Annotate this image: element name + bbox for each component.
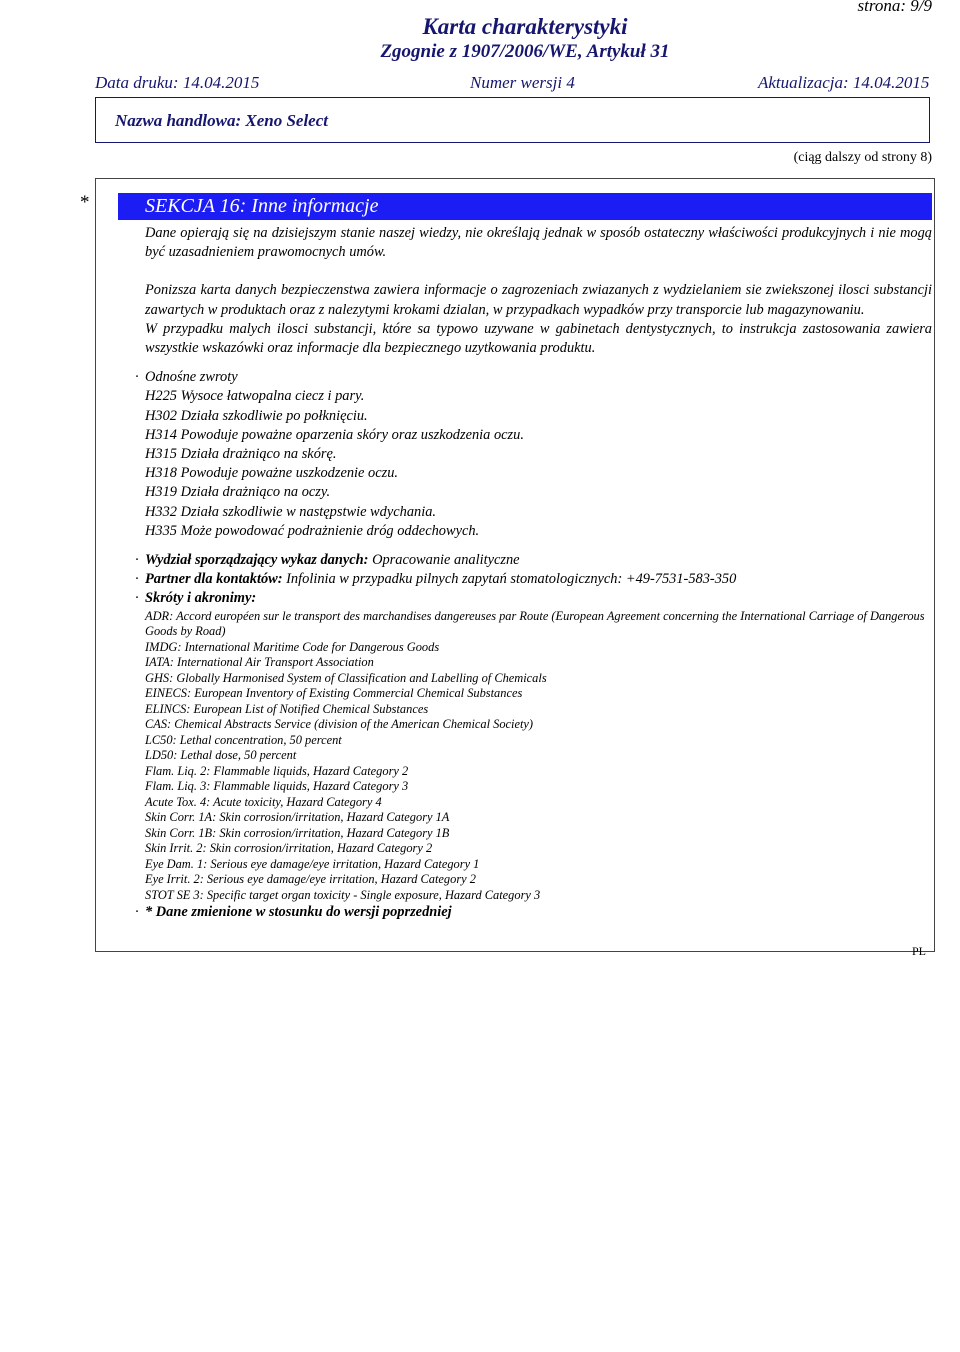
acronym-item: Flam. Liq. 3: Flammable liquids, Hazard Category 3 (145, 779, 409, 794)
section-content (145, 224, 932, 922)
acronym-item: Acute Tox. 4: Acute toxicity, Hazard Category 4 (145, 794, 382, 809)
phrases-heading: · Odnośne zwroty (145, 368, 932, 387)
acronym-item: Skin Corr. 1A: Skin corrosion/irritation, Hazard Category 1A (145, 810, 450, 825)
language-code: PL (912, 944, 927, 958)
document-subtitle: Zgognie z 1907/2006/WE, Artykuł 31 (380, 41, 670, 62)
department-value: Opracowanie analityczne (372, 552, 520, 569)
print-date: Data druku: 14.04.2015 (95, 73, 260, 92)
hazard-phrase: H225 Wysoce łatwopalna ciecz i pary. (145, 388, 365, 405)
hazard-phrase: H315 Działa drażniąco na skórę. (145, 446, 337, 463)
acronym-item: GHS: Globally Harmonised System of Classification and Labelling of Chemicals (145, 670, 547, 685)
contact-line (145, 570, 932, 589)
document-title: Karta charakterystyki (422, 14, 628, 39)
change-marker: * (80, 192, 90, 213)
intro-paragraph: Dane opierają się na dzisiejszym stanie naszej wiedzy, nie określają jednak w sposób ostateczny właściwości produkcyjnych i nie mogą być uzasadnieniem prawomocnych umów. (145, 225, 932, 261)
hazard-phrase: H335 Może powodować podrażnienie dróg oddechowych. (145, 522, 480, 539)
info-paragraph-1: Ponizsza karta danych bezpieczenstwa zawiera informacje o zagrozeniach zwiazanych z wydzielaniem sie zwiekszonej ilosci substancji zawartych w produktach oraz z nalezytymi krokami dzialan, w przypadkach wypadków przy transporcie lub magazynowaniu. (145, 282, 932, 318)
hazard-phrase-list (145, 387, 932, 541)
update-date: Aktualizacja: 14.04.2015 (758, 73, 930, 92)
acronyms-heading: · Skróty i akronimy: (145, 589, 932, 608)
acronym-item: IATA: International Air Transport Association (145, 655, 374, 670)
acronym-item: LD50: Lethal dose, 50 percent (145, 748, 297, 763)
hazard-phrase: H302 Działa szkodliwie po połknięciu. (145, 407, 368, 424)
acronym-item: Eye Dam. 1: Serious eye damage/eye irritation, Hazard Category 1 (145, 856, 480, 871)
hazard-phrase: H314 Powoduje poważne oparzenia skóry oraz uszkodzenia oczu. (145, 426, 524, 443)
acronym-item: LC50: Lethal concentration, 50 percent (145, 732, 342, 747)
acronym-item: ADR: Accord européen sur le transport des marchandises dangereuses par Route (European Agreement concerning the International Carriage of Dangerous Goods by Road) (145, 608, 925, 639)
acronym-item: Flam. Liq. 2: Flammable liquids, Hazard Category 2 (145, 763, 409, 778)
section-title: SEKCJA 16: Inne informacje (145, 195, 379, 217)
acronym-item: IMDG: International Maritime Code for Dangerous Goods (145, 639, 440, 654)
changed-data-note: · * Dane zmienione w stosunku do wersji poprzedniej (145, 903, 932, 922)
info-paragraph-2: W przypadku malych ilosci substancji, które sa typowo uzywane w gabinetach dentystycznych, to instrukcja zastosowania zawiera wszystkie wskazówki oraz informacje dla bezpiecznego uzytkowania produktu. (145, 320, 932, 357)
hazard-phrase: H319 Działa drażniąco na oczy. (145, 484, 331, 501)
page-number: strona: 9/9 (857, 0, 932, 15)
hazard-phrase: H332 Działa szkodliwie w następstwie wdychania. (145, 503, 437, 520)
acronym-item: EINECS: European Inventory of Existing Commercial Chemical Substances (145, 686, 523, 701)
acronym-item: Skin Corr. 1B: Skin corrosion/irritation, Hazard Category 1B (145, 825, 450, 840)
acronym-item: Skin Irrit. 2: Skin corrosion/irritation, Hazard Category 2 (145, 841, 433, 856)
acronym-item: CAS: Chemical Abstracts Service (division of the American Chemical Society) (145, 717, 534, 732)
department-label: Wydział sporządzający wykaz danych: (145, 552, 369, 569)
hazard-phrase: H318 Powoduje poważne uszkodzenie oczu. (145, 465, 399, 482)
contact-value: Infolinia w przypadku pilnych zapytań stomatologicznych: +49-7531-583-350 (286, 571, 737, 588)
trade-name: Nazwa handlowa: Xeno Select (115, 111, 328, 130)
acronym-item: STOT SE 3: Specific target organ toxicity - Single exposure, Hazard Category 3 (145, 887, 541, 902)
contact-label: Partner dla kontaktów: (145, 571, 283, 588)
version-number: Numer wersji 4 (470, 73, 575, 92)
acronym-item: Eye Irrit. 2: Serious eye damage/eye irritation, Hazard Category 2 (145, 872, 476, 887)
department-line (145, 551, 932, 570)
acronym-list (145, 609, 932, 904)
continued-note: (ciąg dalszy od strony 8) (793, 150, 932, 165)
acronym-item: ELINCS: European List of Notified Chemical Substances (145, 701, 429, 716)
